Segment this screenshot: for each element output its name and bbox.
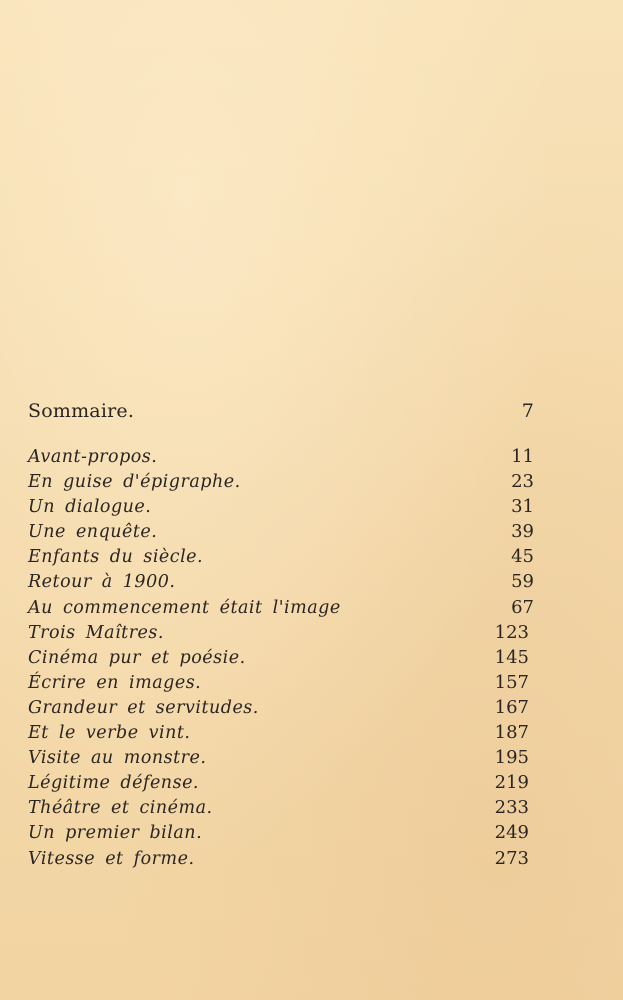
summary-entry xyxy=(28,400,534,430)
chapter-page-number: 187 xyxy=(494,722,529,744)
chapter-title: Écrire en images. xyxy=(28,672,202,693)
chapter-title: Enfants du siècle. xyxy=(28,547,204,568)
toc-entry xyxy=(28,720,534,745)
chapter-page-number: 157 xyxy=(494,671,529,693)
chapter-title: Légitime défense. xyxy=(28,773,199,794)
chapter-page-number: 249 xyxy=(494,822,529,844)
chapter-page-number: 219 xyxy=(494,772,529,794)
chapter-page-number: 273 xyxy=(494,847,529,869)
chapter-title: Une enquête. xyxy=(28,522,158,543)
toc-entry xyxy=(28,444,534,469)
chapter-page-number: 59 xyxy=(511,571,534,593)
chapter-page-number: 123 xyxy=(494,621,529,643)
chapter-title: Visite au monstre. xyxy=(28,748,207,769)
toc-entry xyxy=(28,544,534,569)
toc-entry xyxy=(28,569,534,594)
chapter-title: Retour à 1900. xyxy=(28,572,176,593)
chapter-title: Un dialogue. xyxy=(28,497,152,518)
chapter-title: Vitesse et forme. xyxy=(28,848,195,869)
summary-page-number: 7 xyxy=(521,400,534,422)
summary-title: Sommaire. xyxy=(28,400,135,422)
chapter-page-number: 11 xyxy=(511,446,534,467)
chapter-page-number: 39 xyxy=(511,521,534,543)
chapter-title: Grandeur et servitudes. xyxy=(28,697,259,718)
toc-entry xyxy=(28,820,534,845)
toc-entry xyxy=(28,595,534,620)
toc-entry xyxy=(28,670,534,695)
toc-entry xyxy=(28,745,534,770)
chapter-title: Cinéma pur et poésie. xyxy=(28,647,246,668)
chapter-title: En guise d'épigraphe. xyxy=(28,472,241,493)
toc-entry xyxy=(28,846,534,871)
chapter-page-number: 45 xyxy=(511,546,534,568)
toc-entry xyxy=(28,695,534,720)
chapter-title: Un premier bilan. xyxy=(28,823,203,844)
toc-entry xyxy=(28,494,534,519)
chapter-page-number: 145 xyxy=(494,646,529,668)
chapter-title: Avant-propos. xyxy=(28,447,158,467)
chapter-page-number: 23 xyxy=(511,471,534,493)
toc-entry xyxy=(28,770,534,795)
chapter-title: Théâtre et cinéma. xyxy=(28,798,213,819)
table-of-contents xyxy=(28,400,534,871)
chapter-page-number: 167 xyxy=(494,696,529,718)
toc-entry xyxy=(28,469,534,494)
toc-entry xyxy=(28,519,534,544)
toc-entry xyxy=(28,620,534,645)
chapter-title: Trois Maîtres. xyxy=(28,622,164,643)
toc-entry xyxy=(28,645,534,670)
chapter-page-number: 31 xyxy=(511,496,534,518)
chapter-list xyxy=(28,444,534,871)
chapter-title: Au commencement était l'image xyxy=(28,597,341,618)
chapter-title: Et le verbe vint. xyxy=(28,723,191,744)
chapter-page-number: 67 xyxy=(511,596,534,618)
toc-entry xyxy=(28,795,534,820)
chapter-page-number: 233 xyxy=(494,797,529,819)
chapter-page-number: 195 xyxy=(494,747,529,769)
